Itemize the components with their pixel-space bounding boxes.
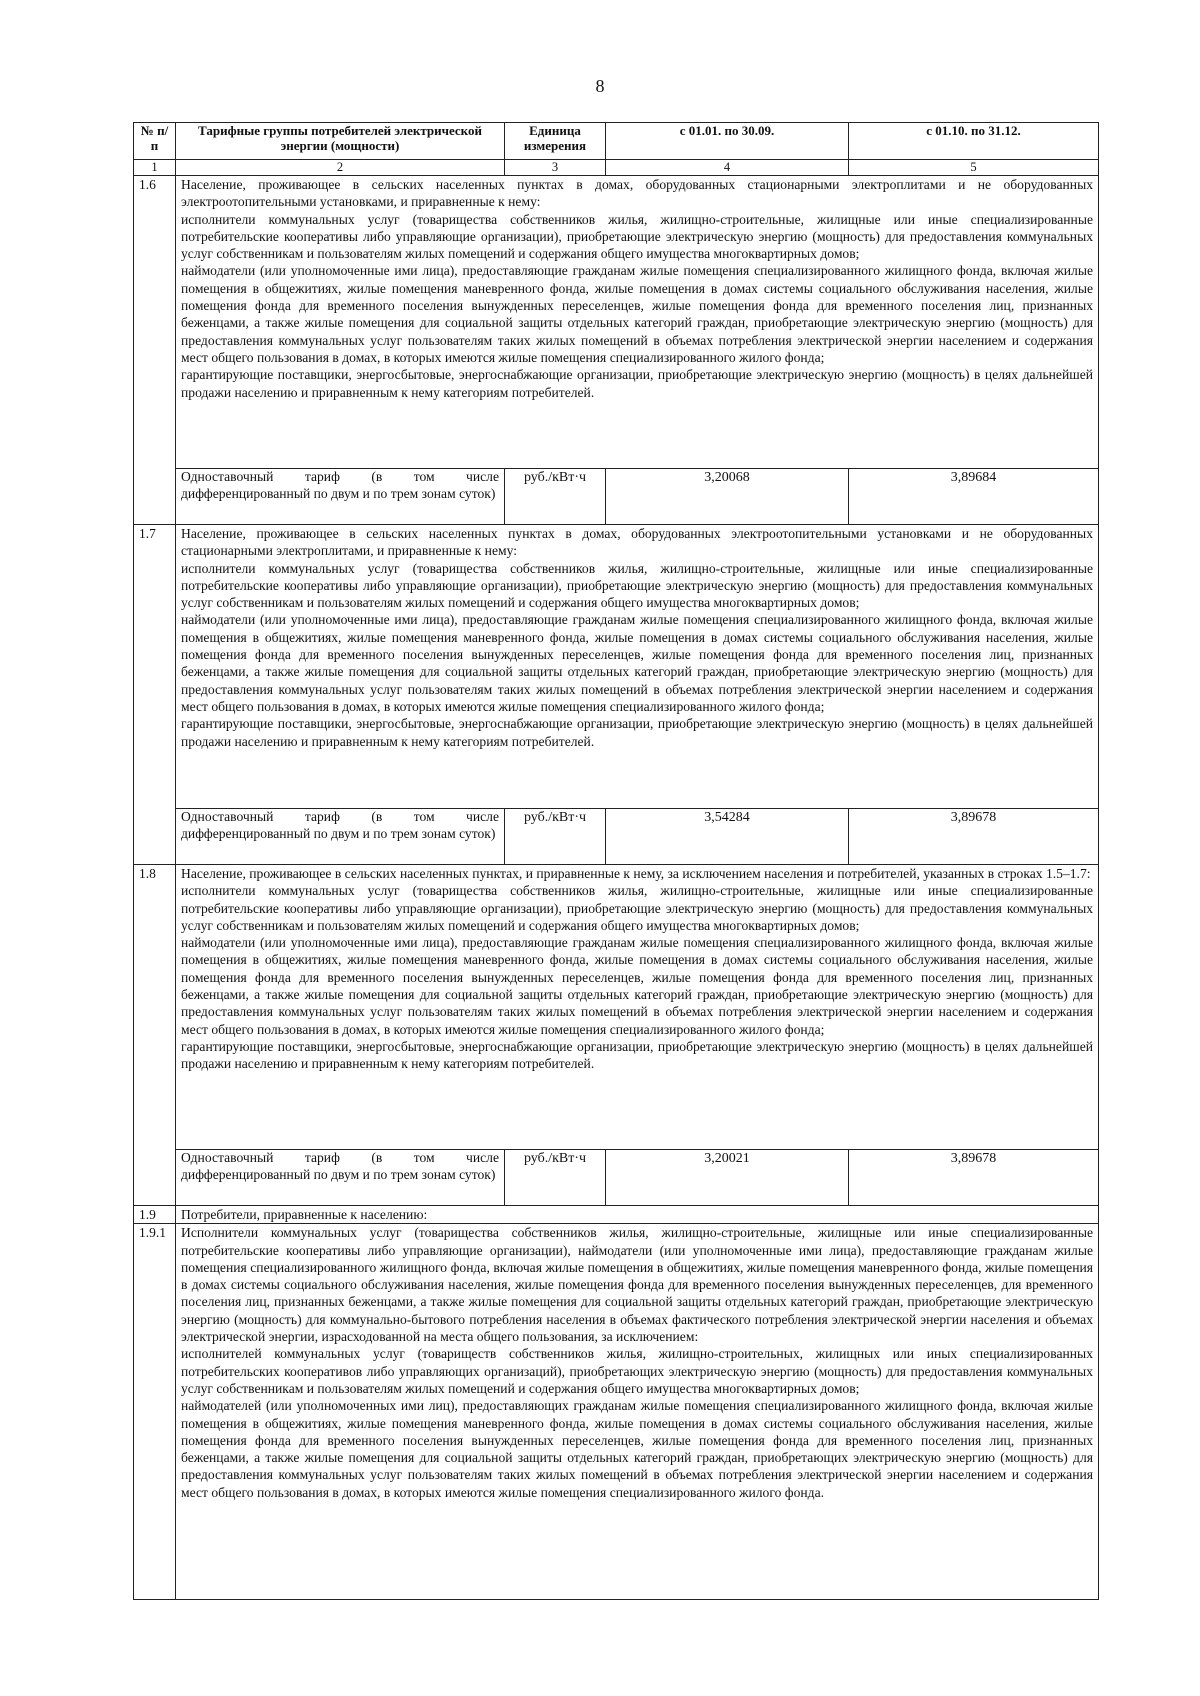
table-row: [134, 1206, 1099, 1224]
description-paragraph: Население, проживающее в сельских населенных пунктах в домах, оборудованных электроотопительными установками и не оборудованных стационарными электроплитами, и приравненные к нему:: [181, 526, 1093, 559]
column-number: 3: [505, 160, 606, 176]
header-col-period-1: с 01.01. по 30.09.: [606, 123, 849, 160]
row-number: 1.9.1: [134, 1224, 176, 1600]
header-col-number: № п/п: [134, 123, 176, 160]
column-number: 5: [849, 160, 1099, 176]
description-paragraph: наймодатели (или уполномоченные ими лица), предоставляющие гражданам жилые помещения специализированного жилищного фонда, включая жилые помещения в общежитиях, жилые помещения маневренного фонда, жилые помещения в домах системы социального обслуживания населения, жилые помещения фонда для временного поселения вынужденных переселенцев, жилые помещения фонда для временного поселения лиц, признанных беженцами, а также жилые помещения для социальной защиты отдельных категорий граждан, приобретающие электрическую энергию (мощность) для предоставления коммунальных услуг пользователям таких жилых помещений в объемах потребления электрической энергии населением и содержания мест общего пользования в домах, в которых имеются жилые помещения специализированного жилого фонда;: [181, 263, 1093, 365]
row-description: [176, 865, 1099, 1150]
description-paragraph: Население, проживающее в сельских населенных пунктах в домах, оборудованных стационарными электроплитами и не оборудованных электроотопительными установками, и приравненные к нему:: [181, 177, 1093, 210]
tariff-value-period-2: 3,89684: [849, 469, 1099, 525]
tariff-row: [134, 809, 1099, 865]
description-paragraph: исполнители коммунальных услуг (товарищества собственников жилья, жилищно-строительные, жилищные или иные специализированные потребительские кооперативы либо управляющие организации), приобретающие электрическую энергию (мощность) для предоставления коммунальных услуг собственникам и пользователям жилых помещений и содержания общего имущества многоквартирных домов;: [181, 211, 1093, 262]
header-col-tariff-groups: Тарифные группы потребителей электрической энергии (мощности): [176, 123, 505, 160]
description-paragraph: Население, проживающее в сельских населенных пунктах, и приравненные к нему, за исключением населения и потребителей, указанных в строках 1.5–1.7:: [181, 866, 1091, 881]
tariff-label: Одноставочный тариф (в том числе дифференцированный по двум и по трем зонам суток): [176, 469, 505, 525]
description-paragraph: исполнители коммунальных услуг (товарищества собственников жилья, жилищно-строительные, жилищные или иные специализированные потребительские кооперативы либо управляющие организации), приобретающие электрическую энергию (мощность) для предоставления коммунальных услуг собственникам и пользователям жилых помещений и содержания общего имущества многоквартирных домов;: [181, 560, 1093, 611]
tariff-label: Одноставочный тариф (в том числе дифференцированный по двум и по трем зонам суток): [176, 1150, 505, 1206]
column-number: 4: [606, 160, 849, 176]
description-paragraph: исполнителей коммунальных услуг (товариществ собственников жилья, жилищно-строительных, жилищных или иных специализированных потребительских кооперативов либо управляющих организаций), приобретающих электрическую энергию (мощность) для предоставления коммунальных услуг собственникам и пользователям жилых помещений и содержания общего имущества многоквартирных домов;: [181, 1346, 1093, 1396]
description-paragraph: гарантирующие поставщики, энергосбытовые, энергоснабжающие организации, приобретающие электрическую энергию (мощность) в целях дальнейшей продажи населению и приравненным к нему категориям потребителей.: [181, 1038, 1093, 1072]
row-number: 1.8: [134, 865, 176, 1206]
row-number: 1.6: [134, 176, 176, 525]
table-row: [134, 176, 1099, 469]
description-paragraph: исполнители коммунальных услуг (товарищества собственников жилья, жилищно-строительные, жилищные или иные специализированные потребительские кооперативы либо управляющие организации), приобретающие электрическую энергию (мощность) для предоставления коммунальных услуг собственникам и пользователям жилых помещений и содержания общего имущества многоквартирных домов;: [181, 883, 1093, 933]
row-number: 1.9: [134, 1206, 176, 1224]
row-number: 1.7: [134, 525, 176, 865]
tariff-value-period-2: 3,89678: [849, 809, 1099, 865]
row-description: [176, 176, 1099, 469]
tariff-table: [133, 122, 1099, 1600]
tariff-unit: руб./кВт·ч: [505, 469, 606, 525]
column-number: 1: [134, 160, 176, 176]
description-paragraph: наймодатели (или уполномоченные ими лица), предоставляющие гражданам жилые помещения специализированного жилищного фонда, включая жилые помещения в общежитиях, жилые помещения маневренного фонда, жилые помещения в домах системы социального обслуживания населения, жилые помещения фонда для временного поселения вынужденных переселенцев, жилые помещения фонда для временного поселения лиц, признанных беженцами, а также жилые помещения для социальной защиты отдельных категорий граждан, приобретающие электрическую энергию (мощность) для предоставления коммунальных услуг пользователям таких жилых помещений в объемах потребления электрической энергии населением и содержания мест общего пользования в домах, в которых имеются жилые помещения специализированного жилого фонда;: [181, 935, 1093, 1037]
tariff-row: [134, 1150, 1099, 1206]
description-paragraph: Исполнители коммунальных услуг (товарищества собственников жилья, жилищно-строительные, жилищные или иные специализированные потребительские кооперативы либо управляющие организации), наймодатели (или уполномоченные ими лица), предоставляющие гражданам жилые помещения специализированного жилищного фонда, включая жилые помещения в общежитиях, жилые помещения маневренного фонда, жилые помещения в домах системы социального обслуживания населения, жилые помещения фонда для временного поселения вынужденных переселенцев, для временного поселения лиц, признанных беженцами, а также жилые помещения для социальной защиты отдельных категорий граждан, приобретающие электрическую энергию (мощность) для коммунально-бытового потребления населения в объемах фактического потребления электрической энергии населения и объемах электрической энергии, израсходованной на места общего пользования, за исключением:: [181, 1225, 1093, 1345]
row-description: Потребители, приравненные к населению:: [176, 1206, 1099, 1224]
tariff-row: [134, 469, 1099, 525]
description-paragraph: гарантирующие поставщики, энергосбытовые, энергоснабжающие организации, приобретающие электрическую энергию (мощность) в целях дальнейшей продажи населению и приравненным к нему категориям потребителей.: [181, 716, 1093, 749]
table-row: [134, 525, 1099, 809]
tariff-value-period-1: 3,20021: [606, 1150, 849, 1206]
row-description: [176, 1224, 1099, 1600]
tariff-value-period-1: 3,54284: [606, 809, 849, 865]
tariff-unit: руб./кВт·ч: [505, 1150, 606, 1206]
header-col-unit: Единица измерения: [505, 123, 606, 160]
table-row: [134, 865, 1099, 1150]
column-numbers-row: [134, 160, 1099, 176]
tariff-value-period-2: 3,89678: [849, 1150, 1099, 1206]
table-row: [134, 1224, 1099, 1600]
row-description: [176, 525, 1099, 809]
table-header-row: [134, 123, 1099, 160]
description-paragraph: наймодателей (или уполномоченных ими лиц), предоставляющих гражданам жилые помещения специализированного жилищного фонда, включая жилые помещения в общежитиях, жилые помещения маневренного фонда, жилые помещения в домах системы социального обслуживания населения, жилые помещения фонда для временного поселения вынужденных переселенцев, жилые помещения фонда для временного поселения лиц, признанных беженцами, а также жилые помещения для социальной защиты отдельных категорий граждан, приобретающих электрическую энергию (мощность) для предоставления коммунальных услуг пользователям таких жилых помещений в объемах потребления электрической энергии населением и содержания мест общего пользования в домах, в которых имеются жилые помещения специализированного жилого фонда.: [181, 1398, 1093, 1500]
header-col-period-2: с 01.10. по 31.12.: [849, 123, 1099, 160]
tariff-label: Одноставочный тариф (в том числе дифференцированный по двум и по трем зонам суток): [176, 809, 505, 865]
tariff-value-period-1: 3,20068: [606, 469, 849, 525]
page-number: 8: [595, 76, 605, 96]
tariff-unit: руб./кВт·ч: [505, 809, 606, 865]
description-paragraph: наймодатели (или уполномоченные ими лица), предоставляющие гражданам жилые помещения специализированного жилищного фонда, включая жилые помещения в общежитиях, жилые помещения маневренного фонда, жилые помещения в домах системы социального обслуживания населения, жилые помещения фонда для временного поселения вынужденных переселенцев, жилые помещения фонда для временного поселения лиц, признанных беженцами, а также жилые помещения для социальной защиты отдельных категорий граждан, приобретающие электрическую энергию (мощность) для предоставления коммунальных услуг пользователям таких жилых помещений в объемах потребления электрической энергии населением и содержания мест общего пользования в домах, в которых имеются жилые помещения специализированного жилого фонда;: [181, 612, 1093, 714]
column-number: 2: [176, 160, 505, 176]
description-paragraph: гарантирующие поставщики, энергосбытовые, энергоснабжающие организации, приобретающие электрическую энергию (мощность) в целях дальнейшей продажи населению и приравненным к нему категориям потребителей.: [181, 367, 1093, 400]
